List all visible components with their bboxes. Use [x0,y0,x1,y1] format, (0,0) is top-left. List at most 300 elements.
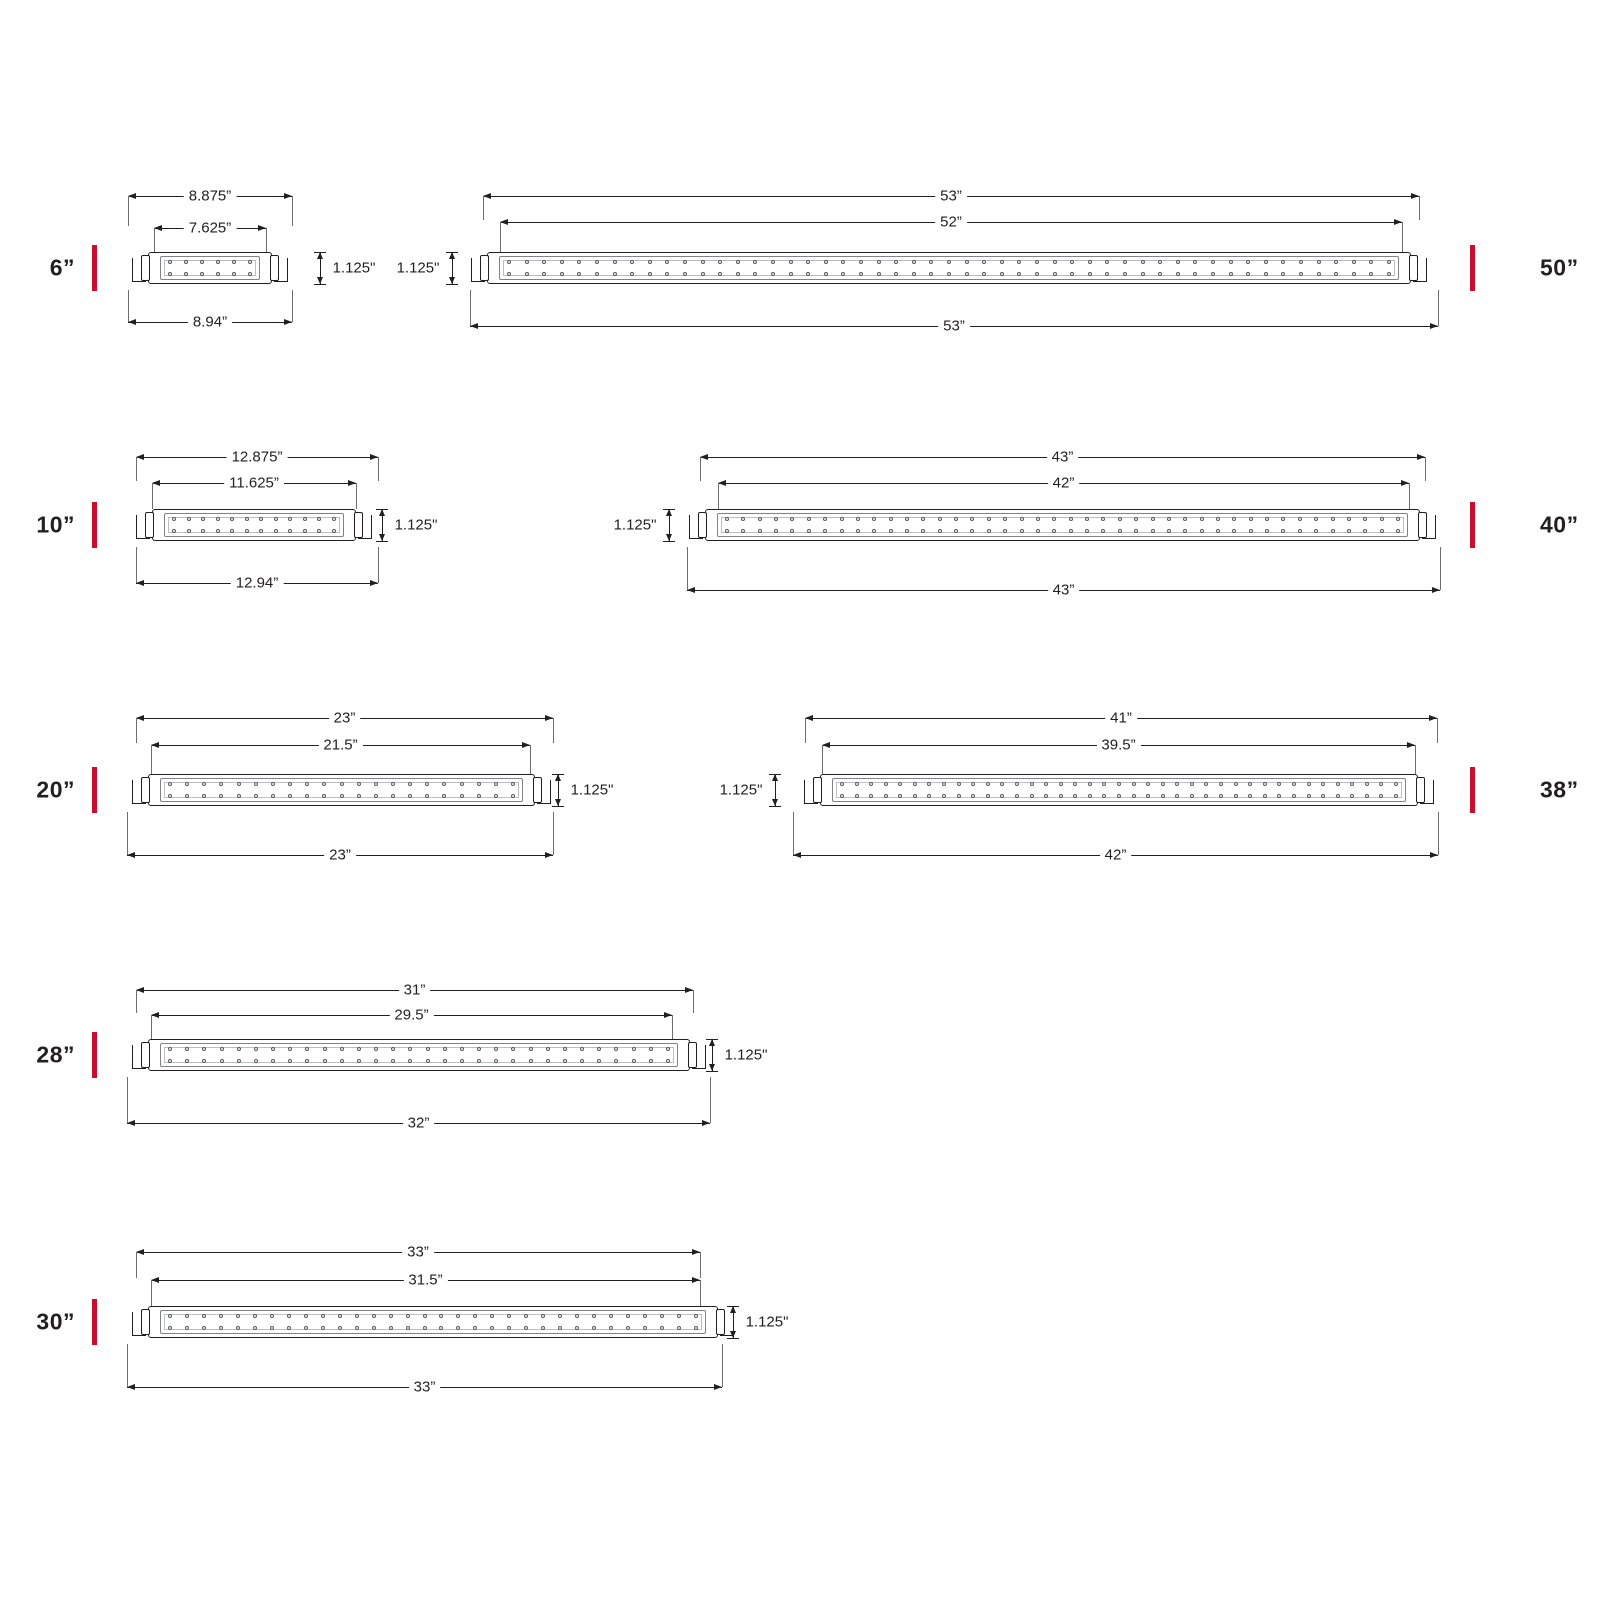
led-dot [323,1059,327,1063]
arrow-head-down [555,799,561,806]
led-dot [894,272,898,276]
arrow-head-right [1411,193,1419,199]
led-dot [905,529,909,533]
led-dot [456,1326,460,1330]
led-dot [374,1047,378,1051]
led-dot [511,794,515,798]
led-dot [986,794,990,798]
led-dot [807,517,811,521]
led-dot [774,517,778,521]
led-dot [1088,272,1092,276]
led-dot [443,1047,447,1051]
led-dot [271,794,275,798]
led-dot [1263,782,1267,786]
mounting-bracket-right [358,515,372,539]
led-dot [1190,782,1194,786]
led-dot [271,782,275,786]
led-dot [877,272,881,276]
led-dot [494,1059,498,1063]
led-dot [1175,794,1179,798]
led-dot [758,529,762,533]
led-dot [1132,794,1136,798]
led-dot [1229,272,1233,276]
dimension-line [727,1306,739,1307]
size-tick-7 [92,1299,97,1345]
light-bar-lens [164,1314,702,1330]
arrow-head-left [154,225,162,231]
led-dot [305,794,309,798]
arrow-head-up [317,252,323,259]
light-bar-4 [148,774,535,806]
led-dot [408,1047,412,1051]
arrow-head-left [500,219,508,225]
extension-line [1425,457,1426,481]
led-dot [443,1059,447,1063]
led-dot [840,517,844,521]
bottom-dimension-3: 43” [1048,583,1080,598]
led-dot [1167,517,1171,521]
height-dimension-label: 1.125" [392,261,445,276]
bottom-dimension-0: 8.94” [188,315,232,330]
led-dot [771,260,775,264]
led-dot [1073,782,1077,786]
arrow-head-right [1417,454,1425,460]
extension-line [356,483,357,509]
extension-line [136,1252,137,1278]
top-inner-dimension-2: 11.625” [224,476,284,491]
led-dot [494,794,498,798]
led-dot [736,272,740,276]
top-outer-dimension-1: 53” [935,189,967,204]
led-dot [1265,517,1269,521]
led-dot [274,529,278,533]
led-dot [1141,260,1145,264]
led-dot [442,782,446,786]
led-dot [374,782,378,786]
led-dot [840,529,844,533]
led-dot [1036,529,1040,533]
arrow-head-left [136,1249,144,1255]
led-dot [1277,782,1281,786]
led-dot [929,260,933,264]
led-dot [1336,794,1340,798]
led-dot [1175,782,1179,786]
bottom-dimension-7: 33” [409,1380,441,1395]
led-dot [1363,517,1367,521]
led-dot [494,1047,498,1051]
led-dot [1118,529,1122,533]
led-dot [338,1314,342,1318]
led-dot [1281,260,1285,264]
light-bar-1 [487,252,1411,284]
led-dot [1069,517,1073,521]
size-label-2: 10” [36,511,75,538]
led-dot [322,782,326,786]
led-dot [473,1326,477,1330]
led-dot [1017,260,1021,264]
led-dot [660,1326,664,1330]
led-dot [1380,517,1384,521]
top-inner-dimension-4: 21.5” [318,738,362,753]
led-dot [305,782,309,786]
light-bar-5 [820,774,1418,806]
arrow-head-left [127,1120,135,1126]
led-dot [592,1314,596,1318]
led-dot [216,260,220,264]
led-dot [1229,260,1233,264]
arrow-head-left [700,454,708,460]
extension-line [1419,196,1420,220]
led-dot [558,1326,562,1330]
mounting-bracket-left [804,780,818,804]
arrow-head-right [702,1120,710,1126]
led-dot [332,529,336,533]
led-dot [187,529,191,533]
top-outer-dimension-6: 31” [399,983,431,998]
extension-line [127,1344,128,1387]
led-dot [987,517,991,521]
led-dot [677,1326,681,1330]
bottom-dimension-6: 32” [403,1116,435,1131]
led-dot [790,529,794,533]
led-dot [288,794,292,798]
led-dot [649,1047,653,1051]
led-dot [460,782,464,786]
led-dot [1059,782,1063,786]
led-dot [1000,782,1004,786]
led-dot [1000,260,1004,264]
led-dot [507,1326,511,1330]
arrow-head-right [714,1384,722,1390]
mounting-bracket-right [692,1045,706,1069]
led-dot [248,272,252,276]
led-dot [168,794,172,798]
size-tick-3 [1470,502,1475,548]
led-dot [1035,272,1039,276]
led-dot [172,517,176,521]
arrow-head-left [151,742,159,748]
led-dot [389,1314,393,1318]
led-dot [824,272,828,276]
led-dot [947,260,951,264]
arrow-head-right [545,715,553,721]
extension-line [154,228,155,252]
top-inner-dimension-0: 7.625” [184,221,237,236]
led-dot [649,1059,653,1063]
led-dot [185,794,189,798]
arrow-head-right [1430,323,1438,329]
led-dot [872,529,876,533]
led-dot [1380,529,1384,533]
led-dot [560,272,564,276]
led-dot [609,1326,613,1330]
extension-line [500,222,501,252]
led-dot [741,517,745,521]
led-dot [542,272,546,276]
led-dot [970,529,974,533]
led-dot [406,1326,410,1330]
led-dot [1277,794,1281,798]
led-dot [546,1059,550,1063]
led-dot [477,782,481,786]
dimension-line [314,252,326,253]
led-dot [613,260,617,264]
top-outer-dimension-7: 33” [402,1245,434,1260]
extension-line [1415,745,1416,774]
led-dot [1134,517,1138,521]
led-dot [1347,517,1351,521]
led-dot [237,794,241,798]
led-dot [220,1059,224,1063]
led-dot [790,517,794,521]
led-dot [1151,529,1155,533]
led-dot [321,1326,325,1330]
led-dot [840,794,844,798]
led-dot [725,517,729,521]
led-dot [253,1326,257,1330]
led-dot [1167,529,1171,533]
arrow-head-left [136,987,144,993]
led-dot [929,272,933,276]
extension-line [1438,290,1439,326]
height-dimension-label: 1.125" [390,518,443,533]
led-dot [626,1314,630,1318]
led-dot [1017,272,1021,276]
led-dot [511,782,515,786]
led-dot [1000,272,1004,276]
led-dot [889,529,893,533]
led-dot [1190,794,1194,798]
led-dot [597,1047,601,1051]
height-dimension-label: 1.125" [715,783,768,798]
extension-line [266,228,267,252]
led-dot [1183,529,1187,533]
arrow-head-right [664,1012,672,1018]
led-dot [1015,782,1019,786]
led-dot [254,1047,258,1051]
led-dot [841,260,845,264]
arrow-head-right [1432,587,1440,593]
led-dot [187,517,191,521]
led-dot [254,1059,258,1063]
led-dot [408,794,412,798]
extension-line [292,290,293,322]
led-dot [1292,782,1296,786]
extension-line [136,547,137,583]
extension-line [1438,812,1439,855]
extension-line [700,1252,701,1278]
led-dot [524,1326,528,1330]
led-dot [1161,782,1165,786]
led-dot [643,1314,647,1318]
led-dot [524,1314,528,1318]
led-dot [168,272,172,276]
size-label-6: 28” [36,1041,75,1068]
led-dot [1334,272,1338,276]
led-dot [288,782,292,786]
arrow-head-right [692,1277,700,1283]
led-dot [666,1047,670,1051]
led-dot [1219,782,1223,786]
led-dot [1264,272,1268,276]
led-dot [1146,794,1150,798]
light-bar-3 [705,509,1420,541]
led-dot [391,1047,395,1051]
size-tick-4 [92,767,97,813]
led-dot [460,1047,464,1051]
arrow-head-down [772,799,778,806]
led-dot [1369,272,1373,276]
bottom-dimension-4: 23” [324,848,356,863]
extension-line [292,196,293,226]
led-dot [986,782,990,786]
led-dot [237,1047,241,1051]
extension-line [805,718,806,743]
mounting-bracket-right [1422,515,1436,539]
extension-line [152,483,153,509]
led-dot [1193,260,1197,264]
led-dot [947,272,951,276]
extension-line [151,745,152,774]
extension-line [553,718,554,743]
led-dot [1088,794,1092,798]
arrow-head-left [152,480,160,486]
mounting-bracket-left [132,780,146,804]
led-dot [219,1314,223,1318]
led-dot [185,1314,189,1318]
top-outer-dimension-4: 23” [329,711,361,726]
led-dot [168,782,172,786]
led-dot [357,782,361,786]
led-dot [954,517,958,521]
led-dot [303,517,307,521]
led-dot [1003,529,1007,533]
led-dot [630,272,634,276]
arrow-head-right [1407,742,1415,748]
bottom-dimension-1: 53” [938,319,970,334]
arrow-head-down [449,277,455,284]
led-dot [1299,272,1303,276]
led-dot [823,517,827,521]
arrow-head-left [793,852,801,858]
led-dot [274,517,278,521]
height-dimension-label: 1.125" [720,1048,773,1063]
led-dot [957,782,961,786]
top-outer-dimension-5: 41” [1105,711,1137,726]
arrow-head-right [348,480,356,486]
top-inner-dimension-3: 42” [1048,476,1080,491]
led-dot [1044,782,1048,786]
led-dot [1352,260,1356,264]
led-dot [271,1059,275,1063]
led-dot [219,794,223,798]
led-dot [168,1326,172,1330]
extension-line [378,547,379,583]
led-dot [1314,517,1318,521]
led-dot [168,260,172,264]
arrow-head-left [127,1384,135,1390]
led-dot [632,1047,636,1051]
led-dot [460,794,464,798]
arrow-head-down [379,534,385,541]
led-dot [1085,517,1089,521]
led-dot [1069,529,1073,533]
arrow-head-right [284,193,292,199]
led-dot [1281,272,1285,276]
led-dot [1363,529,1367,533]
led-dot [1161,794,1165,798]
led-dot [303,529,307,533]
led-dot [889,517,893,521]
led-dot [1281,529,1285,533]
led-dot [254,794,258,798]
led-dot [807,529,811,533]
led-dot [237,1059,241,1063]
led-dot [1281,517,1285,521]
led-dot [665,260,669,264]
led-dot [406,1314,410,1318]
arrow-head-up [709,1039,715,1046]
extension-line [672,1015,673,1039]
dimension-line [727,1338,739,1339]
extension-line [378,457,379,481]
led-dot [1249,529,1253,533]
mounting-bracket-left [132,1045,146,1069]
led-dot [1292,794,1296,798]
led-dot [660,1314,664,1318]
led-dot [1102,782,1106,786]
led-dot [304,1326,308,1330]
led-dot [921,529,925,533]
led-dot [216,529,220,533]
led-dot [304,1314,308,1318]
led-dot [665,272,669,276]
extension-line [151,1280,152,1306]
led-dot [423,1326,427,1330]
led-dot [913,794,917,798]
led-dot [597,1059,601,1063]
led-dot [677,1314,681,1318]
extension-line [793,812,794,855]
led-dot [869,794,873,798]
size-label-0: 6” [49,254,75,281]
led-dot [894,260,898,264]
extension-line [151,1015,152,1039]
arrow-head-down [709,1064,715,1071]
led-dot [1347,529,1351,533]
led-dot [884,794,888,798]
led-dot [1102,794,1106,798]
led-dot [1234,794,1238,798]
size-label-1: 50” [1540,254,1579,281]
dimension-line [663,509,675,510]
mounting-bracket-right [537,780,551,804]
led-dot [1265,529,1269,533]
arrow-head-right [1401,480,1409,486]
led-dot [230,517,234,521]
led-dot [1134,529,1138,533]
led-dot [423,1314,427,1318]
led-dot [1307,782,1311,786]
led-dot [305,1047,309,1051]
led-dot [1118,517,1122,521]
led-dot [1321,782,1325,786]
led-dot [245,517,249,521]
arrow-head-down [730,1331,736,1338]
led-dot [202,782,206,786]
led-dot [806,260,810,264]
dimension-line [552,774,564,775]
